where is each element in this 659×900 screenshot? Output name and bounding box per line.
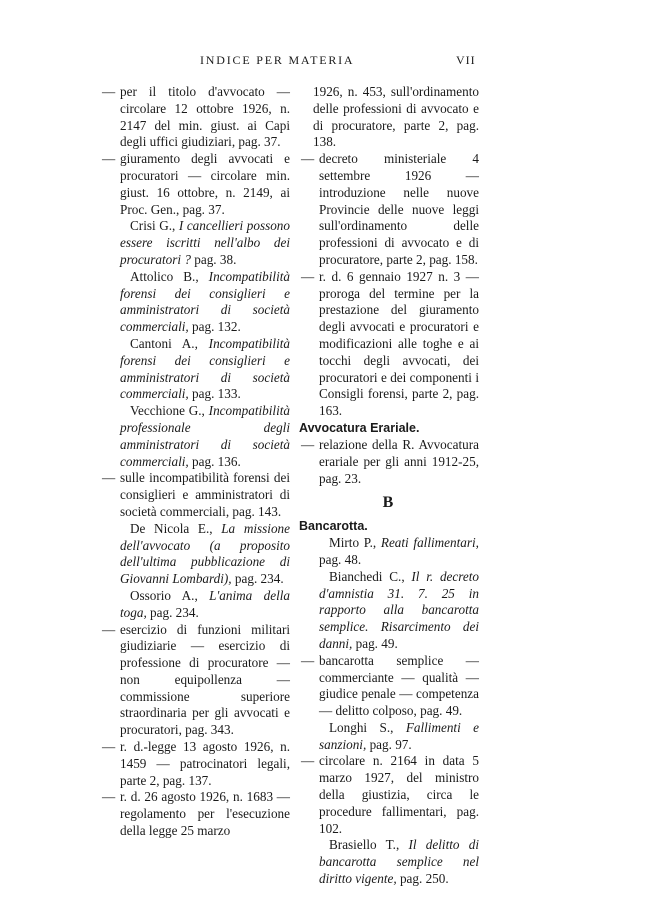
index-entry [100,151,290,218]
right-column [299,84,479,888]
entry-text: pag. 97. [366,736,412,752]
letter-heading [299,495,479,512]
entry-text: pag. 250. [396,871,449,887]
section-heading [299,518,479,535]
entry-title: Fallimenti e sanzioni, [319,719,479,752]
entry-text: Brasiello T., [329,837,409,853]
running-header [0,53,659,69]
entry-title: L'anima della toga, [120,587,290,620]
entry-text: bancarotta semplice — commerciante — qualità — giudice penale — competenza — delitto colposo, pag. 49. [319,652,479,719]
index-entry [100,521,290,588]
index-entry [299,837,479,887]
entry-text: Mirto P., [329,535,381,551]
left-column [100,84,290,840]
index-entry [100,218,290,268]
entry-text: pag. 234. [146,604,199,620]
index-entry [299,535,479,569]
entry-text: Bianchedi C., [329,568,412,584]
entry-text: pag. 234. [231,571,284,587]
entry-title: Incompatibilità forensi dei consiglieri e amministratori di società commerciali, [120,335,290,402]
index-entry [100,336,290,403]
entry-text: Longhi S., [329,719,406,735]
entry-text: relazione della R. Avvocatura erariale per gli anni 1912-25, pag. 23. [319,436,479,486]
entry-text: pag. 133. [188,386,241,402]
entry-title: Il delitto di bancarotta semplice nel diritto vigente, [319,837,479,887]
entry-text: Avvocatura Erariale. [299,420,420,435]
entry-text: pag. 136. [188,453,241,469]
entry-title: Incompatibilità forensi dei consiglieri e amministratori di società commerciali, [120,268,290,335]
index-entry [299,569,479,653]
index-entry [299,151,479,269]
section-heading [299,420,479,437]
entry-title: Incompatibilità professionale degli amministratori di società commerciali, [120,403,290,469]
index-entry [299,753,479,837]
running-title: INDICE PER MATERIA [200,53,355,67]
entry-text: per il titolo d'avvocato — circolare 12 ottobre 1926, n. 2147 del min. giust. ai Capi degli uffici giudiziari, pag. 37. [120,84,290,150]
page-number: VII [456,53,476,67]
entry-text: giuramento degli avvocati e procuratori — circolare min. giust. 16 ottobre, n. 2149, ai Proc. Gen., pag. 37. [120,151,290,217]
entry-text: Cantoni A., [130,335,209,351]
index-entry [100,739,290,789]
index-entry [100,470,290,520]
entry-text: r. d. 6 gennaio 1927 n. 3 — proroga del termine per la prestazione del giuramento degli avvocati e procuratori e modificazioni alle toghe e ai tocchi degli avvocati, dei procuratori e dei componenti i Consigli forensi, parte 2, pag. 163. [319,268,479,419]
entry-text: pag. 48. [319,551,362,567]
index-entry [100,269,290,336]
entry-text: pag. 49. [352,635,398,651]
entry-title: I cancellieri possono essere iscritti nell'albo dei procuratori ? [120,218,290,267]
index-entry [100,403,290,470]
index-entry [299,269,479,420]
entry-text: decreto ministeriale 4 settembre 1926 — introduzione nelle nuove Provincie delle nuove leggi sull'ordinamento delle professioni di avvocato e di procuratore, parte 2, pag. 158. [319,151,479,267]
index-entry [100,588,290,622]
entry-text: esercizio di funzioni militari giudiziarie — esercizio di professione di procuratore — non equipollenza — commissione superiore straordinaria per gli avvocati e procuratori, pag. 343. [120,621,290,738]
entry-text: circolare n. 2164 in data 5 marzo 1927, del ministro della giustizia, circa le procedure fallimentari, pag. 102. [319,753,479,836]
entry-text: 1926, n. 453, sull'ordinamento delle professioni di avvocato e di procuratore, parte 2, pag. 138. [313,84,479,150]
entry-text: pag. 38. [190,251,237,267]
index-entry [100,84,290,151]
entry-text: pag. 132. [188,319,241,335]
entry-text: B [382,494,396,512]
index-entry [100,789,290,839]
index-entry [299,653,479,720]
entry-text: Bancarotta. [299,519,368,534]
entry-text: De Nicola E., [130,520,222,536]
index-entry [299,437,479,487]
entry-text: Crisi G., [130,218,179,234]
index-entry [100,622,290,740]
entry-text: r. d.-legge 13 agosto 1926, n. 1459 — patrocinatori legali, parte 2, pag. 137. [120,739,290,788]
entry-text: r. d. 26 agosto 1926, n. 1683 — regolamento per l'esecuzione della legge 25 marzo [120,789,290,839]
entry-text: Attolico B., [130,268,209,284]
entry-text: sulle incompatibilità forensi dei consiglieri e amministratori di società commerciali, pag. 143. [120,470,290,519]
entry-title: Il r. decreto d'amnistia 31. 7. 25 in rapporto alla bancarotta semplice. Risarcimento dei danni, [319,568,479,651]
entry-text: Vecchione G., [130,403,209,419]
index-entry [299,84,479,151]
entry-text: Ossorio A., [130,587,210,603]
index-entry [299,720,479,754]
entry-title: Reati fallimentari, [380,535,479,551]
entry-title: La missione dell'avvocato (a proposito dell'ultima pubblicazione di Giovanni Lombardi), [120,520,290,587]
